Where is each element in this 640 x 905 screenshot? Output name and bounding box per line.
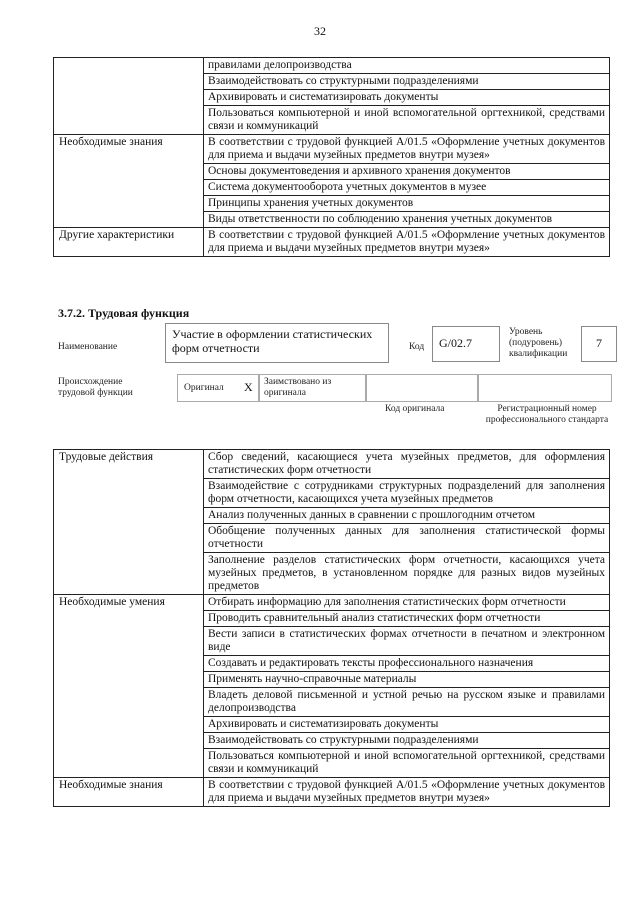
original-code-label: Код оригинала — [385, 404, 445, 414]
original-code-box — [366, 374, 478, 402]
row-item: Взаимодействовать со структурными подразделениями — [204, 733, 610, 749]
level-label: Уровень (подуровень) квалификации — [509, 327, 568, 359]
code-value-box — [432, 326, 500, 362]
row-category: Необходимые знания — [54, 778, 204, 807]
table-row — [54, 450, 610, 479]
row-item: Отбирать информацию для заполнения статистических форм отчетности — [204, 595, 610, 611]
code-label: Код — [409, 342, 425, 352]
row-category: Необходимые знания — [54, 135, 204, 228]
level-value-box — [581, 326, 617, 362]
row-item: Архивировать и систематизировать документы — [204, 717, 610, 733]
table-row — [54, 595, 610, 611]
row-item: правилами делопроизводства — [204, 58, 610, 74]
row-item: Проводить сравнительный анализ статистических форм отчетности — [204, 611, 610, 627]
row-item: Применять научно-справочные материалы — [204, 672, 610, 688]
row-item: Владеть деловой письменной и устной речью на русском языке и правилами делопроизводства — [204, 688, 610, 717]
row-item: Заполнение разделов статистических форм отчетности, касающихся учета музейных предметов, в установленном порядке для разных видов музейных предметов — [204, 553, 610, 595]
top-requirements-table — [53, 57, 610, 257]
origin-borrowed-box — [259, 374, 366, 402]
page-number: 32 — [314, 24, 326, 38]
reg-number-box — [478, 374, 612, 402]
row-item: Архивировать и систематизировать документы — [204, 90, 610, 106]
row-category: Трудовые действия — [54, 450, 204, 595]
row-item: Обобщение полученных данных для заполнения статистической формы отчетности — [204, 524, 610, 553]
row-item: Создавать и редактировать тексты профессионального назначения — [204, 656, 610, 672]
bottom-requirements-table — [53, 449, 610, 807]
name-value-box — [165, 323, 389, 363]
table-row — [54, 228, 610, 257]
row-item: Виды ответственности по соблюдению хранения учетных документов — [204, 212, 610, 228]
row-category — [54, 58, 204, 135]
original-mark: X — [244, 380, 253, 394]
borrowed-label: Заимствовано из оригинала — [264, 377, 332, 398]
row-item: Принципы хранения учетных документов — [204, 196, 610, 212]
row-item: Анализ полученных данных в сравнении с прошлогодним отчетом — [204, 508, 610, 524]
row-item: Система документооборота учетных документов в музее — [204, 180, 610, 196]
row-item: Пользоваться компьютерной и иной вспомогательной оргтехникой, средствами связи и коммуникаций — [204, 106, 610, 135]
row-category: Необходимые умения — [54, 595, 204, 778]
row-item: Вести записи в статистических формах отчетности в печатном и электронном виде — [204, 627, 610, 656]
function-code: G/02.7 — [439, 336, 472, 350]
origin-label: Происхождение трудовой функции — [58, 377, 133, 398]
row-item: В соответствии с трудовой функцией А/01.5 «Оформление учетных документов для приема и выдачи музейных предметов внутри музея» — [204, 228, 610, 257]
table-row — [54, 58, 610, 74]
row-item: В соответствии с трудовой функцией А/01.5 «Оформление учетных документов для приема и выдачи музейных предметов внутри музея» — [204, 778, 610, 807]
name-label: Наименование — [58, 342, 118, 352]
qualification-level: 7 — [596, 336, 602, 350]
row-item: В соответствии с трудовой функцией А/01.5 «Оформление учетных документов для приема и выдачи музейных предметов внутри музея» — [204, 135, 610, 164]
row-item: Пользоваться компьютерной и иной вспомогательной оргтехникой, средствами связи и коммуникаций — [204, 749, 610, 778]
table-row — [54, 135, 610, 164]
row-category: Другие характеристики — [54, 228, 204, 257]
row-item: Взаимодействовать со структурными подразделениями — [204, 74, 610, 90]
row-item: Основы документоведения и архивного хранения документов — [204, 164, 610, 180]
section-heading: 3.7.2. Трудовая функция — [58, 306, 190, 320]
origin-original-box — [177, 374, 259, 402]
function-name: Участие в оформлении статистических форм отчетности — [172, 327, 373, 355]
row-item: Взаимодействие с сотрудниками структурных подразделений для заполнения форм отчетности, касающихся учета музейных предметов — [204, 479, 610, 508]
original-label: Оригинал — [184, 383, 224, 393]
row-item: Сбор сведений, касающиеся учета музейных предметов, для оформления статистических форм отчетности — [204, 450, 610, 479]
table-row — [54, 778, 610, 807]
reg-number-label: Регистрационный номер профессионального стандарта — [485, 404, 609, 425]
